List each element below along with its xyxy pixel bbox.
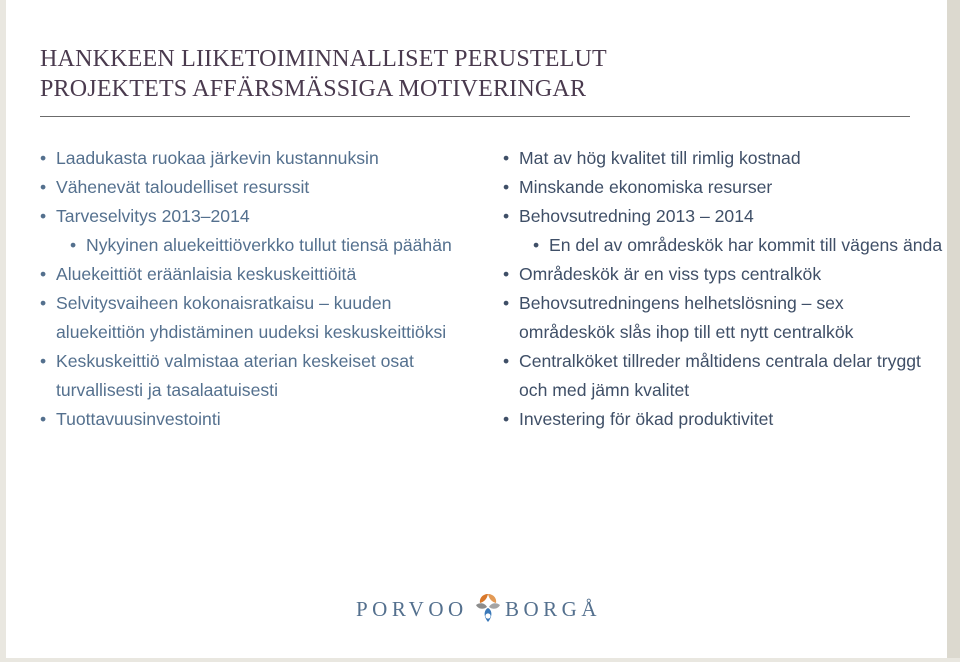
- swedish-bullet-item-sub: [503, 231, 943, 260]
- finnish-bullet-item: [40, 405, 470, 434]
- bullet-icon: •: [503, 206, 510, 226]
- bullet-icon: •: [533, 235, 540, 255]
- swedish-bullet-item: [503, 260, 943, 289]
- finnish-bullet-item: [40, 144, 470, 173]
- swedish-bullet-item: [503, 202, 943, 231]
- logo-word-borga: BORGÅ: [505, 597, 602, 621]
- bullet-text: Laadukasta ruokaa järkevin kustannuksin: [56, 148, 379, 168]
- bullet-icon: •: [503, 293, 510, 313]
- bullet-text: Tarveselvitys 2013–2014: [56, 206, 250, 226]
- title-swedish: PROJEKTETS AFFÄRSMÄSSIGA MOTIVERINGAR: [40, 76, 587, 102]
- bullet-icon: •: [40, 206, 47, 226]
- bullet-text: Selvitysvaiheen kokonaisratkaisu – kuuden aluekeittiön yhdistäminen uudeksi keskuskeittiöksi: [56, 293, 447, 342]
- swedish-bullet-item: [503, 405, 943, 434]
- porvoo-borga-emblem-icon: [473, 592, 503, 626]
- bullet-icon: •: [40, 351, 47, 371]
- bullet-text: Minskande ekonomiska resurser: [519, 177, 773, 197]
- bullet-icon: •: [40, 177, 47, 197]
- bullet-text: Områdeskök är en viss typs centralkök: [519, 264, 822, 284]
- finnish-bullet-item: [40, 260, 470, 289]
- bullet-text: Centralköket tillreder måltidens centrala delar tryggt och med jämn kvalitet: [519, 351, 921, 400]
- bullet-icon: •: [503, 264, 510, 284]
- slide-frame-bottom: [0, 658, 960, 662]
- bullet-icon: •: [40, 293, 47, 313]
- swedish-bullet-item: [503, 289, 943, 347]
- finnish-bullet-list: [40, 144, 470, 434]
- bullet-text: Behovsutredning 2013 – 2014: [519, 206, 754, 226]
- swedish-bullet-item: [503, 144, 943, 173]
- swedish-bullet-list: [503, 144, 943, 434]
- bullet-icon: •: [503, 409, 510, 429]
- bullet-text: Nykyinen aluekeittiöverkko tullut tiensä päähän: [86, 235, 452, 255]
- title-divider: [40, 116, 910, 117]
- swedish-bullet-item: [503, 173, 943, 202]
- title-finnish: HANKKEEN LIIKETOIMINNALLISET PERUSTELUT: [40, 46, 607, 72]
- finnish-bullet-item: [40, 347, 470, 405]
- bullet-text: Aluekeittiöt eräänlaisia keskuskeittiöitä: [56, 264, 357, 284]
- bullet-icon: •: [503, 177, 510, 197]
- bullet-text: Investering för ökad produktivitet: [519, 409, 774, 429]
- bullet-icon: •: [40, 148, 47, 168]
- bullet-text: Behovsutredningens helhetslösning – sex områdeskök slås ihop till ett nytt centralkök: [519, 293, 854, 342]
- bullet-text: Mat av hög kvalitet till rimlig kostnad: [519, 148, 801, 168]
- bullet-icon: •: [503, 148, 510, 168]
- finnish-bullet-item: [40, 289, 470, 347]
- swedish-bullet-item: [503, 347, 943, 405]
- bullet-text: En del av områdeskök har kommit till vägens ända: [549, 235, 943, 255]
- porvoo-borga-logo: [356, 592, 616, 628]
- slide-frame-right: [947, 0, 960, 662]
- slide-frame-left: [0, 0, 6, 662]
- bullet-text: Tuottavuusinvestointi: [56, 409, 221, 429]
- bullet-text: Vähenevät taloudelliset resurssit: [56, 177, 310, 197]
- bullet-icon: •: [503, 351, 510, 371]
- finnish-bullet-item: [40, 202, 470, 231]
- bullet-icon: •: [70, 235, 77, 255]
- logo-word-porvoo: PORVOO: [356, 597, 468, 621]
- finnish-bullet-item: [40, 173, 470, 202]
- bullet-text: Keskuskeittiö valmistaa aterian keskeiset osat turvallisesti ja tasalaatuisesti: [56, 351, 414, 400]
- bullet-icon: •: [40, 409, 47, 429]
- slide-title: [40, 44, 607, 104]
- finnish-bullet-item-sub: [40, 231, 470, 260]
- bullet-icon: •: [40, 264, 47, 284]
